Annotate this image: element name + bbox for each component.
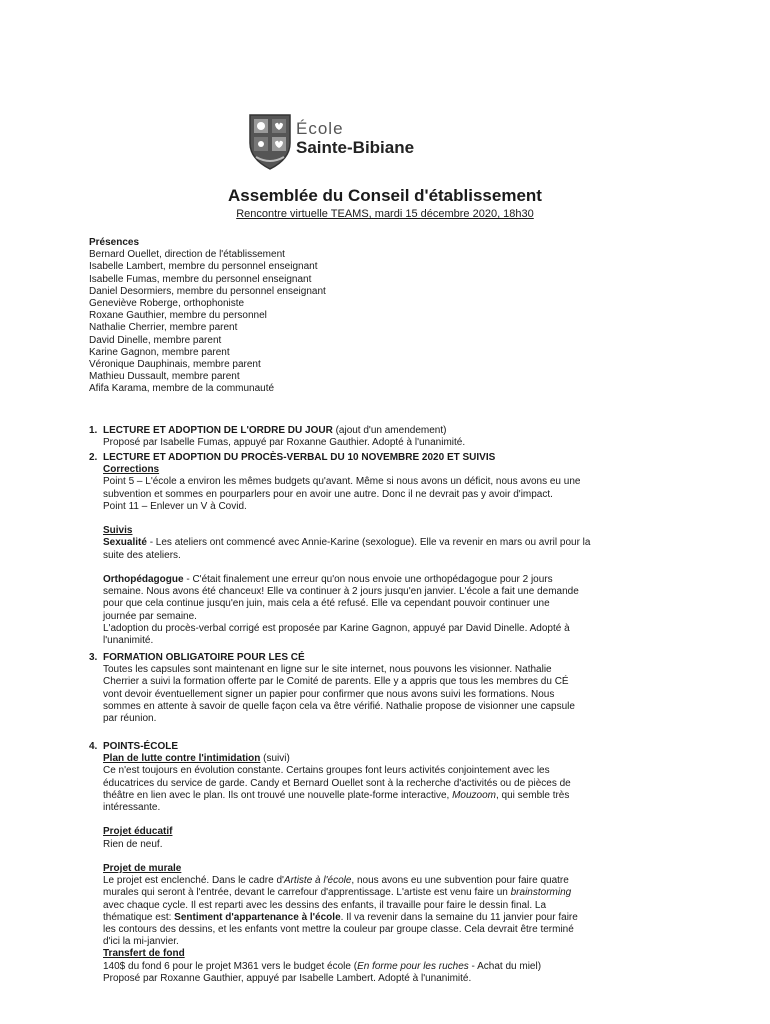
section-text: Proposé par Isabelle Fumas, appuyé par Roxanne Gauthier. Adopté à l'unanimité. xyxy=(103,437,466,449)
suivis-heading: Suivis xyxy=(103,525,133,537)
attendee: Isabelle Lambert, membre du personnel enseignant xyxy=(89,261,318,273)
attendee: Isabelle Fumas, membre du personnel enseignant xyxy=(89,273,312,285)
paragraph-line: - Achat du miel) xyxy=(468,960,542,972)
paragraph-line: - Les ateliers ont commencé avec Annie-Karine (sexologue). Elle va revenir en mars ou avril pour la xyxy=(146,537,591,549)
paragraph-line: subvention et sommes en pourparlers pour en avoir une autre. Donc il ne devrait pas y avoir d'impact. xyxy=(103,488,553,500)
paragraph-line: pour que cela continue jusqu'en juin, mais cela a été refusé. Elle va cependant pouvoir continuer une xyxy=(103,598,550,610)
project-name: En forme pour les ruches xyxy=(357,960,469,972)
paragraph-line: sommes en attente à savoir de quelle façon cela va être vérifié. Nathalie propose de visionner une capsule xyxy=(103,700,575,712)
section-note: (ajout d'un amendement) xyxy=(332,425,447,436)
paragraph-line: Rien de neuf. xyxy=(103,838,163,850)
section-4 xyxy=(89,741,578,985)
program-name: Artiste à l'école xyxy=(283,875,352,887)
paragraph-line: vont devoir éventuellement signer un papier pour confirmer que nous avons suivi les formations. Nous xyxy=(103,688,555,700)
attendance-list xyxy=(89,237,326,396)
subsection-heading: Transfert de fond xyxy=(103,948,185,960)
section-title: LECTURE ET ADOPTION DE L'ORDRE DU JOUR xyxy=(103,425,333,436)
paragraph-line: journée par semaine. xyxy=(103,610,197,622)
paragraph-line: les contours des dessins, et les enfants vont mettre la couleur par groupe classe. Cela devrait être terminé xyxy=(103,924,574,936)
paragraph-line: Cherrier a suivi la formation offerte par le Comité de parents. Elle y a appris que tous les membres du CÉ xyxy=(103,676,569,688)
school-name: Sainte-Bibiane xyxy=(296,138,415,157)
paragraph-line: théâtre en lien avec le plan. Ils ont trouvé une nouvelle plate-forme interactive, xyxy=(103,789,453,801)
paragraph-line: l'unanimité. xyxy=(103,635,154,647)
paragraph-line: murales qui seront à l'entrée, devant le carrefour d'apprentissage. L'artiste est venu faire un xyxy=(103,887,511,899)
paragraph-line: , nous avons eu une subvention pour faire quatre xyxy=(351,875,569,887)
attendee: Roxane Gauthier, membre du personnel xyxy=(89,310,267,322)
paragraph-line: Point 11 – Enlever un V à Covid. xyxy=(103,500,247,512)
school-word: École xyxy=(296,119,344,138)
meeting-info-text: Rencontre virtuelle TEAMS, mardi 15 décembre 2020, 18h30 xyxy=(236,208,534,220)
section-3 xyxy=(89,652,575,725)
paragraph-line: avec chaque cycle. Il est reparti avec les dessins des enfants, il travaille pour faire le dessin final. La xyxy=(103,899,547,911)
paragraph-line: thématique est: xyxy=(103,911,175,923)
corrections-heading: Corrections xyxy=(103,464,160,476)
paragraph-line: d'ici la mi-janvier. xyxy=(103,936,179,948)
section-number: 2. xyxy=(89,452,98,463)
topic-label: Sexualité xyxy=(103,537,147,549)
italic-term: brainstorming xyxy=(510,887,572,899)
document-title: Assemblée du Conseil d'établissement xyxy=(228,186,542,205)
attendee: Véronique Dauphinais, membre parent xyxy=(89,359,261,371)
section-number: 1. xyxy=(89,425,98,436)
attendee: Karine Gagnon, membre parent xyxy=(89,346,230,358)
attendee: David Dinelle, membre parent xyxy=(89,334,222,346)
theme-name: Sentiment d'appartenance à l'école xyxy=(174,911,341,923)
section-title: FORMATION OBLIGATOIRE POUR LES CÉ xyxy=(103,652,305,663)
paragraph-line: , qui semble très xyxy=(496,789,570,801)
attendee: Mathieu Dussault, membre parent xyxy=(89,371,240,383)
subsection-heading: Plan de lutte contre l'intimidation xyxy=(103,753,261,765)
paragraph-line: éducatrices du service de garde. Candy et Bernard Ouellet sont à la recherche d'activités ou de pièces de xyxy=(103,777,571,789)
paragraph-line: . Il va revenir dans la semaine du 11 janvier pour faire xyxy=(340,911,578,923)
attendee: Bernard Ouellet, direction de l'établissement xyxy=(89,249,285,261)
subsection-note: (suivi) xyxy=(260,753,290,765)
subsection-heading: Projet éducatif xyxy=(103,826,173,838)
section-number: 3. xyxy=(89,652,98,663)
meeting-info xyxy=(0,208,770,220)
paragraph-line: - C'était finalement une erreur qu'on nous envoie une orthopédagogue pour 2 jours xyxy=(183,574,553,586)
section-1 xyxy=(89,425,466,449)
platform-name: Mouzoom xyxy=(452,789,496,801)
section-title: LECTURE ET ADOPTION DU PROCÈS-VERBAL DU 10 NOVEMBRE 2020 ET SUIVIS xyxy=(103,452,496,463)
subsection-heading: Projet de murale xyxy=(103,863,182,875)
school-crest-icon xyxy=(248,113,292,171)
paragraph-line: 140$ du fond 6 pour le projet M361 vers le budget école ( xyxy=(103,960,358,972)
paragraph-line: Point 5 – L'école a environ les mêmes budgets qu'avant. Même si nous avons un déficit, nous avons eu une xyxy=(103,476,581,488)
section-2 xyxy=(89,452,591,647)
paragraph-line: Ce n'est toujours en évolution constante. Certains groupes font leurs activités conjointement avec les xyxy=(103,765,550,777)
attendee: Geneviève Roberge, orthophoniste xyxy=(89,298,245,310)
paragraph-line: Proposé par Roxanne Gauthier, appuyé par Isabelle Lambert. Adopté à l'unanimité. xyxy=(103,972,472,984)
attendance-label: Présences xyxy=(89,237,140,248)
paragraph-line: semaine. Nous avons été chanceux! Elle va continuer à 2 jours jusqu'en janvier. L'école a fait une demande xyxy=(103,586,579,598)
paragraph-line: Toutes les capsules sont maintenant en ligne sur le site internet, nous pouvons les visionner. Nathalie xyxy=(103,664,552,676)
paragraph-line: Le projet est enclenché. Dans le cadre d' xyxy=(103,875,284,887)
attendee: Daniel Desormiers, membre du personnel enseignant xyxy=(89,285,326,297)
school-logo xyxy=(248,113,438,171)
section-title: POINTS-ÉCOLE xyxy=(103,741,179,752)
paragraph-line: intéressante. xyxy=(103,802,161,814)
paragraph-line: par réunion. xyxy=(103,713,157,725)
section-number: 4. xyxy=(89,741,98,752)
topic-label: Orthopédagogue xyxy=(103,574,184,586)
attendee: Nathalie Cherrier, membre parent xyxy=(89,322,238,334)
attendee: Afifa Karama, membre de la communauté xyxy=(89,383,275,395)
paragraph-line: suite des ateliers. xyxy=(103,549,181,561)
paragraph-line: L'adoption du procès-verbal corrigé est proposée par Karine Gagnon, appuyé par David Dinelle. Adopté à xyxy=(103,622,570,634)
